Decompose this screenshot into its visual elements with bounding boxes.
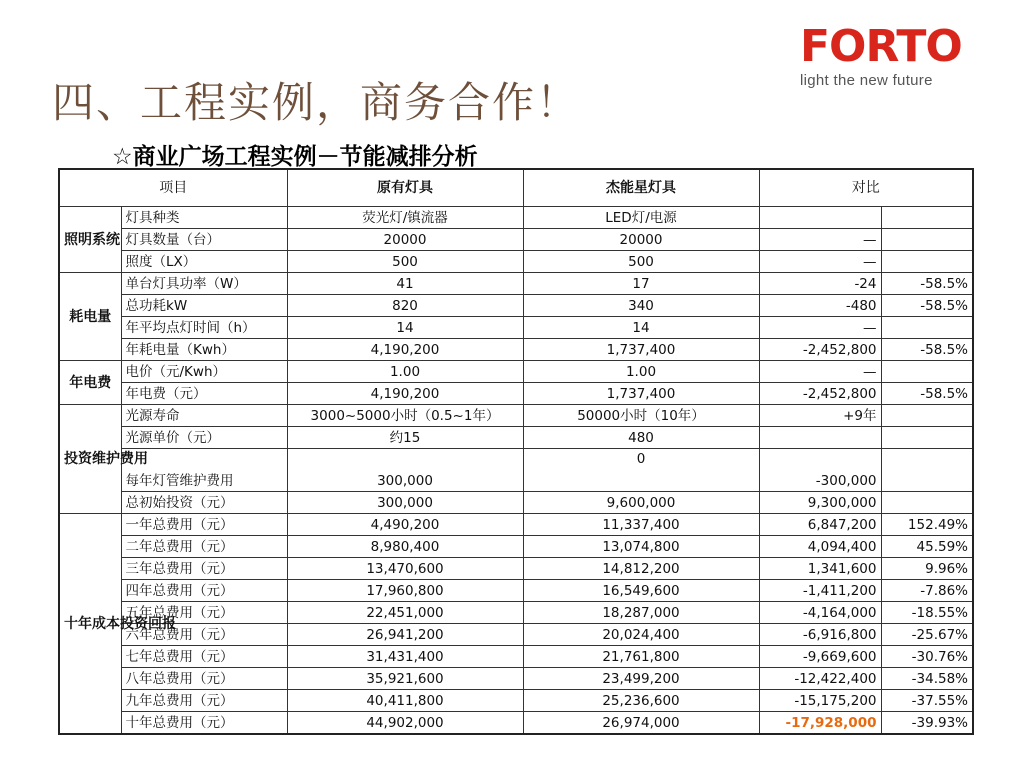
table-row — [59, 383, 973, 405]
percent-value — [881, 229, 973, 251]
row-item-label: 年电费（元） — [121, 383, 287, 405]
old-lamp-value: 20000 — [287, 229, 523, 251]
difference-value: 9,300,000 — [759, 492, 881, 514]
row-item-label: 光源寿命 — [121, 405, 287, 427]
old-lamp-value: 荧光灯/镇流器 — [287, 207, 523, 229]
new-lamp-value: 20,024,400 — [523, 624, 759, 646]
new-lamp-value: 23,499,200 — [523, 668, 759, 690]
col-header-old: 原有灯具 — [287, 169, 523, 207]
difference-value: -480 — [759, 295, 881, 317]
table-row — [59, 339, 973, 361]
row-item-label: 单台灯具功率（W） — [121, 273, 287, 295]
difference-value: — — [759, 317, 881, 339]
new-lamp-value: 18,287,000 — [523, 602, 759, 624]
percent-value: -25.67% — [881, 624, 973, 646]
difference-value: -9,669,600 — [759, 646, 881, 668]
percent-value — [881, 251, 973, 273]
difference-value: — — [759, 361, 881, 383]
percent-value: -18.55% — [881, 602, 973, 624]
table-row — [59, 602, 973, 624]
row-item-label: 十年总费用（元） — [121, 712, 287, 735]
percent-value — [881, 492, 973, 514]
row-item-label: 灯具数量（台） — [121, 229, 287, 251]
row-item-label: 七年总费用（元） — [121, 646, 287, 668]
table-row — [59, 712, 973, 735]
new-lamp-value: 16,549,600 — [523, 580, 759, 602]
new-lamp-value: 25,236,600 — [523, 690, 759, 712]
new-lamp-value: 0 — [523, 449, 759, 492]
table-row — [59, 449, 973, 492]
old-lamp-value: 17,960,800 — [287, 580, 523, 602]
new-lamp-value: 21,761,800 — [523, 646, 759, 668]
percent-value: -39.93% — [881, 712, 973, 735]
percent-value: 152.49% — [881, 514, 973, 536]
row-group-label: 投资维护费用 — [59, 405, 121, 514]
table-row — [59, 624, 973, 646]
new-lamp-value: 14,812,200 — [523, 558, 759, 580]
row-item-label: 年耗电量（Kwh） — [121, 339, 287, 361]
difference-value: -4,164,000 — [759, 602, 881, 624]
table-row — [59, 207, 973, 229]
row-item-label: 四年总费用（元） — [121, 580, 287, 602]
new-lamp-value: 20000 — [523, 229, 759, 251]
old-lamp-value: 44,902,000 — [287, 712, 523, 735]
percent-value: -58.5% — [881, 383, 973, 405]
new-lamp-value: 17 — [523, 273, 759, 295]
old-lamp-value: 26,941,200 — [287, 624, 523, 646]
row-item-label: 年平均点灯时间（h） — [121, 317, 287, 339]
new-lamp-value: LED灯/电源 — [523, 207, 759, 229]
difference-value — [759, 427, 881, 449]
old-lamp-value: 41 — [287, 273, 523, 295]
old-lamp-value: 22,451,000 — [287, 602, 523, 624]
old-lamp-value: 40,411,800 — [287, 690, 523, 712]
percent-value: -7.86% — [881, 580, 973, 602]
new-lamp-value: 340 — [523, 295, 759, 317]
table-header-row — [59, 169, 973, 207]
new-lamp-value: 11,337,400 — [523, 514, 759, 536]
energy-saving-table — [58, 168, 974, 735]
old-lamp-value: 1.00 — [287, 361, 523, 383]
percent-value — [881, 427, 973, 449]
new-lamp-value: 480 — [523, 427, 759, 449]
table-row — [59, 427, 973, 449]
table-row — [59, 317, 973, 339]
table-row — [59, 251, 973, 273]
difference-value: -15,175,200 — [759, 690, 881, 712]
old-lamp-value: 14 — [287, 317, 523, 339]
row-item-label: 光源单价（元） — [121, 427, 287, 449]
percent-value: -37.55% — [881, 690, 973, 712]
old-lamp-value: 4,190,200 — [287, 383, 523, 405]
new-lamp-value: 500 — [523, 251, 759, 273]
old-lamp-value: 4,190,200 — [287, 339, 523, 361]
row-item-label: 照度（LX） — [121, 251, 287, 273]
percent-value — [881, 207, 973, 229]
difference-value: -17,928,000 — [759, 712, 881, 735]
col-header-compare: 对比 — [759, 169, 973, 207]
difference-value: -1,411,200 — [759, 580, 881, 602]
row-item-label: 总初始投资（元） — [121, 492, 287, 514]
row-item-label: 九年总费用（元） — [121, 690, 287, 712]
difference-value: — — [759, 229, 881, 251]
table-row — [59, 514, 973, 536]
new-lamp-value: 14 — [523, 317, 759, 339]
difference-value: -300,000 — [759, 449, 881, 492]
row-item-label: 每年灯管维护费用 — [121, 449, 287, 492]
difference-value: +9年 — [759, 405, 881, 427]
old-lamp-value: 35,921,600 — [287, 668, 523, 690]
row-item-label: 五年总费用（元） — [121, 602, 287, 624]
row-group-label: 年电费 — [59, 361, 121, 405]
table-row — [59, 361, 973, 383]
table-row — [59, 646, 973, 668]
old-lamp-value: 13,470,600 — [287, 558, 523, 580]
row-item-label: 一年总费用（元） — [121, 514, 287, 536]
row-item-label: 三年总费用（元） — [121, 558, 287, 580]
difference-value: 4,094,400 — [759, 536, 881, 558]
table-row — [59, 273, 973, 295]
difference-value — [759, 207, 881, 229]
percent-value: 45.59% — [881, 536, 973, 558]
table-row — [59, 405, 973, 427]
percent-value: -30.76% — [881, 646, 973, 668]
row-item-label: 总功耗kW — [121, 295, 287, 317]
row-group-label: 照明系统 — [59, 207, 121, 273]
difference-value: 1,341,600 — [759, 558, 881, 580]
difference-value: -24 — [759, 273, 881, 295]
old-lamp-value: 3000~5000小时（0.5~1年） — [287, 405, 523, 427]
row-group-label: 耗电量 — [59, 273, 121, 361]
table-row — [59, 492, 973, 514]
new-lamp-value: 1,737,400 — [523, 383, 759, 405]
col-header-new: 杰能星灯具 — [523, 169, 759, 207]
table-row — [59, 690, 973, 712]
row-group-label: 十年成本投资回报 — [59, 514, 121, 735]
table-row — [59, 580, 973, 602]
difference-value: — — [759, 251, 881, 273]
row-item-label: 六年总费用（元） — [121, 624, 287, 646]
brand-logo — [800, 21, 970, 94]
new-lamp-value: 13,074,800 — [523, 536, 759, 558]
new-lamp-value: 9,600,000 — [523, 492, 759, 514]
percent-value — [881, 449, 973, 492]
new-lamp-value: 50000小时（10年） — [523, 405, 759, 427]
table-row — [59, 668, 973, 690]
row-item-label: 电价（元/Kwh） — [121, 361, 287, 383]
old-lamp-value: 31,431,400 — [287, 646, 523, 668]
page-title: 四、工程实例，商务合作！ — [52, 78, 581, 127]
new-lamp-value: 1,737,400 — [523, 339, 759, 361]
col-header-item: 项目 — [59, 169, 287, 207]
page-subtitle: ☆商业广场工程实例－节能减排分析 — [112, 144, 478, 170]
difference-value: -12,422,400 — [759, 668, 881, 690]
percent-value: 9.96% — [881, 558, 973, 580]
table-row — [59, 536, 973, 558]
percent-value: -34.58% — [881, 668, 973, 690]
percent-value: -58.5% — [881, 339, 973, 361]
new-lamp-value: 1.00 — [523, 361, 759, 383]
new-lamp-value: 26,974,000 — [523, 712, 759, 735]
table-row — [59, 295, 973, 317]
old-lamp-value: 300,000 — [287, 449, 523, 492]
percent-value — [881, 405, 973, 427]
logo-tagline: light the new future — [800, 72, 933, 89]
difference-value: -2,452,800 — [759, 339, 881, 361]
row-item-label: 灯具种类 — [121, 207, 287, 229]
percent-value — [881, 317, 973, 339]
table-row — [59, 229, 973, 251]
old-lamp-value: 300,000 — [287, 492, 523, 514]
old-lamp-value: 820 — [287, 295, 523, 317]
old-lamp-value: 4,490,200 — [287, 514, 523, 536]
percent-value: -58.5% — [881, 295, 973, 317]
row-item-label: 八年总费用（元） — [121, 668, 287, 690]
percent-value: -58.5% — [881, 273, 973, 295]
logo-wordmark: FORTO — [800, 21, 962, 72]
table-row — [59, 558, 973, 580]
difference-value: -2,452,800 — [759, 383, 881, 405]
old-lamp-value: 8,980,400 — [287, 536, 523, 558]
old-lamp-value: 500 — [287, 251, 523, 273]
difference-value: 6,847,200 — [759, 514, 881, 536]
old-lamp-value: 约15 — [287, 427, 523, 449]
difference-value: -6,916,800 — [759, 624, 881, 646]
row-item-label: 二年总费用（元） — [121, 536, 287, 558]
percent-value — [881, 361, 973, 383]
